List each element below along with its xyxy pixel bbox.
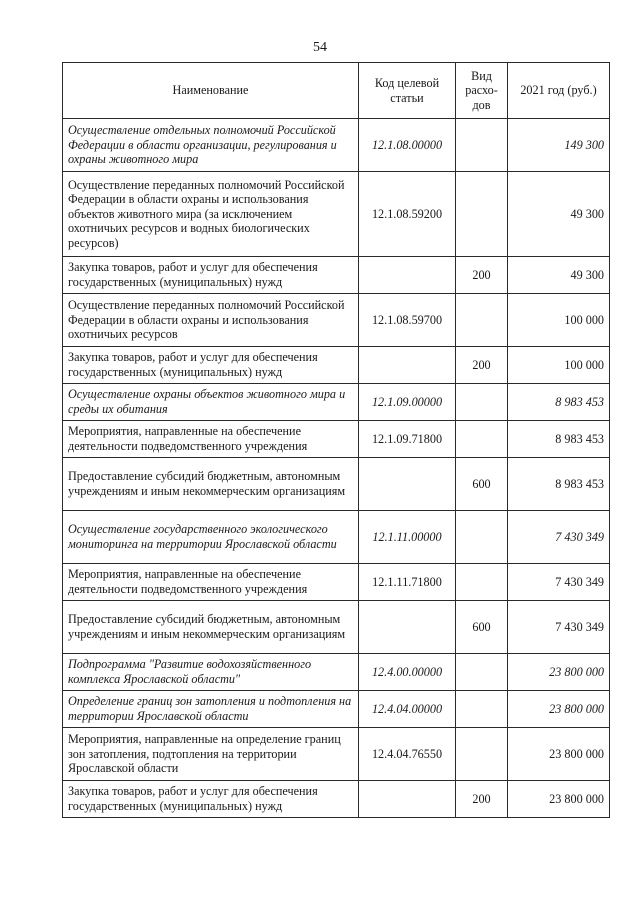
- cell-code: [359, 781, 456, 818]
- budget-table: [62, 62, 610, 818]
- table-row: [63, 654, 610, 691]
- cell-code: 12.1.08.59200: [359, 172, 456, 257]
- cell-name: Осуществление охраны объектов животного мира и среды их обитания: [63, 384, 359, 421]
- header-type: Вид расхо-дов: [456, 63, 508, 119]
- cell-name: Закупка товаров, работ и услуг для обеспечения государственных (муниципальных) нужд: [63, 257, 359, 294]
- cell-type: [456, 172, 508, 257]
- cell-name: Осуществление переданных полномочий Российской Федерации в области охраны и использования объектов животного мира (за исключением охотничьих ресурсов и водных биологических ресурсов): [63, 172, 359, 257]
- cell-name: Предоставление субсидий бюджетным, автономным учреждениям и иным некоммерческим организациям: [63, 458, 359, 511]
- cell-code: 12.1.08.59700: [359, 294, 456, 347]
- cell-name: Подпрограмма "Развитие водохозяйственного комплекса Ярославской области": [63, 654, 359, 691]
- cell-amount: 7 430 349: [508, 511, 610, 564]
- header-name: Наименование: [63, 63, 359, 119]
- cell-code: 12.1.11.71800: [359, 564, 456, 601]
- cell-type: [456, 421, 508, 458]
- cell-name: Определение границ зон затопления и подтопления на территории Ярославской области: [63, 691, 359, 728]
- header-code: Код целевой статьи: [359, 63, 456, 119]
- table-row: [63, 458, 610, 511]
- cell-name: Предоставление субсидий бюджетным, автономным учреждениям и иным некоммерческим организациям: [63, 601, 359, 654]
- cell-type: 200: [456, 257, 508, 294]
- table-row: [63, 294, 610, 347]
- cell-code: [359, 257, 456, 294]
- cell-code: [359, 601, 456, 654]
- cell-type: 600: [456, 601, 508, 654]
- cell-code: 12.1.09.71800: [359, 421, 456, 458]
- cell-code: 12.4.00.00000: [359, 654, 456, 691]
- cell-type: [456, 728, 508, 781]
- cell-name: Осуществление отдельных полномочий Российской Федерации в области организации, регулирования и охраны животного мира: [63, 119, 359, 172]
- cell-name: Мероприятия, направленные на определение границ зон затопления, подтопления на территории Ярославской области: [63, 728, 359, 781]
- cell-amount: 49 300: [508, 172, 610, 257]
- table-row: [63, 257, 610, 294]
- cell-code: 12.4.04.00000: [359, 691, 456, 728]
- table-row: [63, 601, 610, 654]
- cell-type: [456, 294, 508, 347]
- cell-amount: 7 430 349: [508, 564, 610, 601]
- cell-name: Осуществление переданных полномочий Российской Федерации в области охраны и использования охотничьих ресурсов: [63, 294, 359, 347]
- cell-type: 200: [456, 781, 508, 818]
- table-row: [63, 564, 610, 601]
- cell-type: [456, 564, 508, 601]
- cell-amount: 23 800 000: [508, 691, 610, 728]
- cell-amount: 23 800 000: [508, 781, 610, 818]
- cell-type: [456, 119, 508, 172]
- cell-name: Закупка товаров, работ и услуг для обеспечения государственных (муниципальных) нужд: [63, 347, 359, 384]
- table-row: [63, 119, 610, 172]
- cell-type: [456, 384, 508, 421]
- page-number: 54: [313, 40, 327, 55]
- table-body: [63, 119, 610, 818]
- table-header-row: [63, 63, 610, 119]
- cell-code: 12.1.09.00000: [359, 384, 456, 421]
- table-row: [63, 728, 610, 781]
- cell-amount: 100 000: [508, 347, 610, 384]
- table-row: [63, 421, 610, 458]
- cell-amount: 149 300: [508, 119, 610, 172]
- header-amount: 2021 год (руб.): [508, 63, 610, 119]
- cell-type: [456, 654, 508, 691]
- cell-amount: 49 300: [508, 257, 610, 294]
- table-row: [63, 347, 610, 384]
- cell-amount: 8 983 453: [508, 384, 610, 421]
- cell-code: 12.1.11.00000: [359, 511, 456, 564]
- cell-type: 600: [456, 458, 508, 511]
- cell-name: Осуществление государственного экологического мониторинга на территории Ярославской области: [63, 511, 359, 564]
- cell-type: [456, 511, 508, 564]
- table-row: [63, 691, 610, 728]
- cell-code: [359, 458, 456, 511]
- cell-amount: 7 430 349: [508, 601, 610, 654]
- table-row: [63, 511, 610, 564]
- cell-code: 12.4.04.76550: [359, 728, 456, 781]
- cell-code: 12.1.08.00000: [359, 119, 456, 172]
- cell-name: Мероприятия, направленные на обеспечение деятельности подведомственного учреждения: [63, 564, 359, 601]
- table-row: [63, 781, 610, 818]
- cell-name: Мероприятия, направленные на обеспечение деятельности подведомственного учреждения: [63, 421, 359, 458]
- cell-amount: 8 983 453: [508, 458, 610, 511]
- table-row: [63, 172, 610, 257]
- cell-code: [359, 347, 456, 384]
- cell-type: 200: [456, 347, 508, 384]
- cell-type: [456, 691, 508, 728]
- cell-amount: 8 983 453: [508, 421, 610, 458]
- cell-name: Закупка товаров, работ и услуг для обеспечения государственных (муниципальных) нужд: [63, 781, 359, 818]
- cell-amount: 23 800 000: [508, 728, 610, 781]
- cell-amount: 100 000: [508, 294, 610, 347]
- table-row: [63, 384, 610, 421]
- cell-amount: 23 800 000: [508, 654, 610, 691]
